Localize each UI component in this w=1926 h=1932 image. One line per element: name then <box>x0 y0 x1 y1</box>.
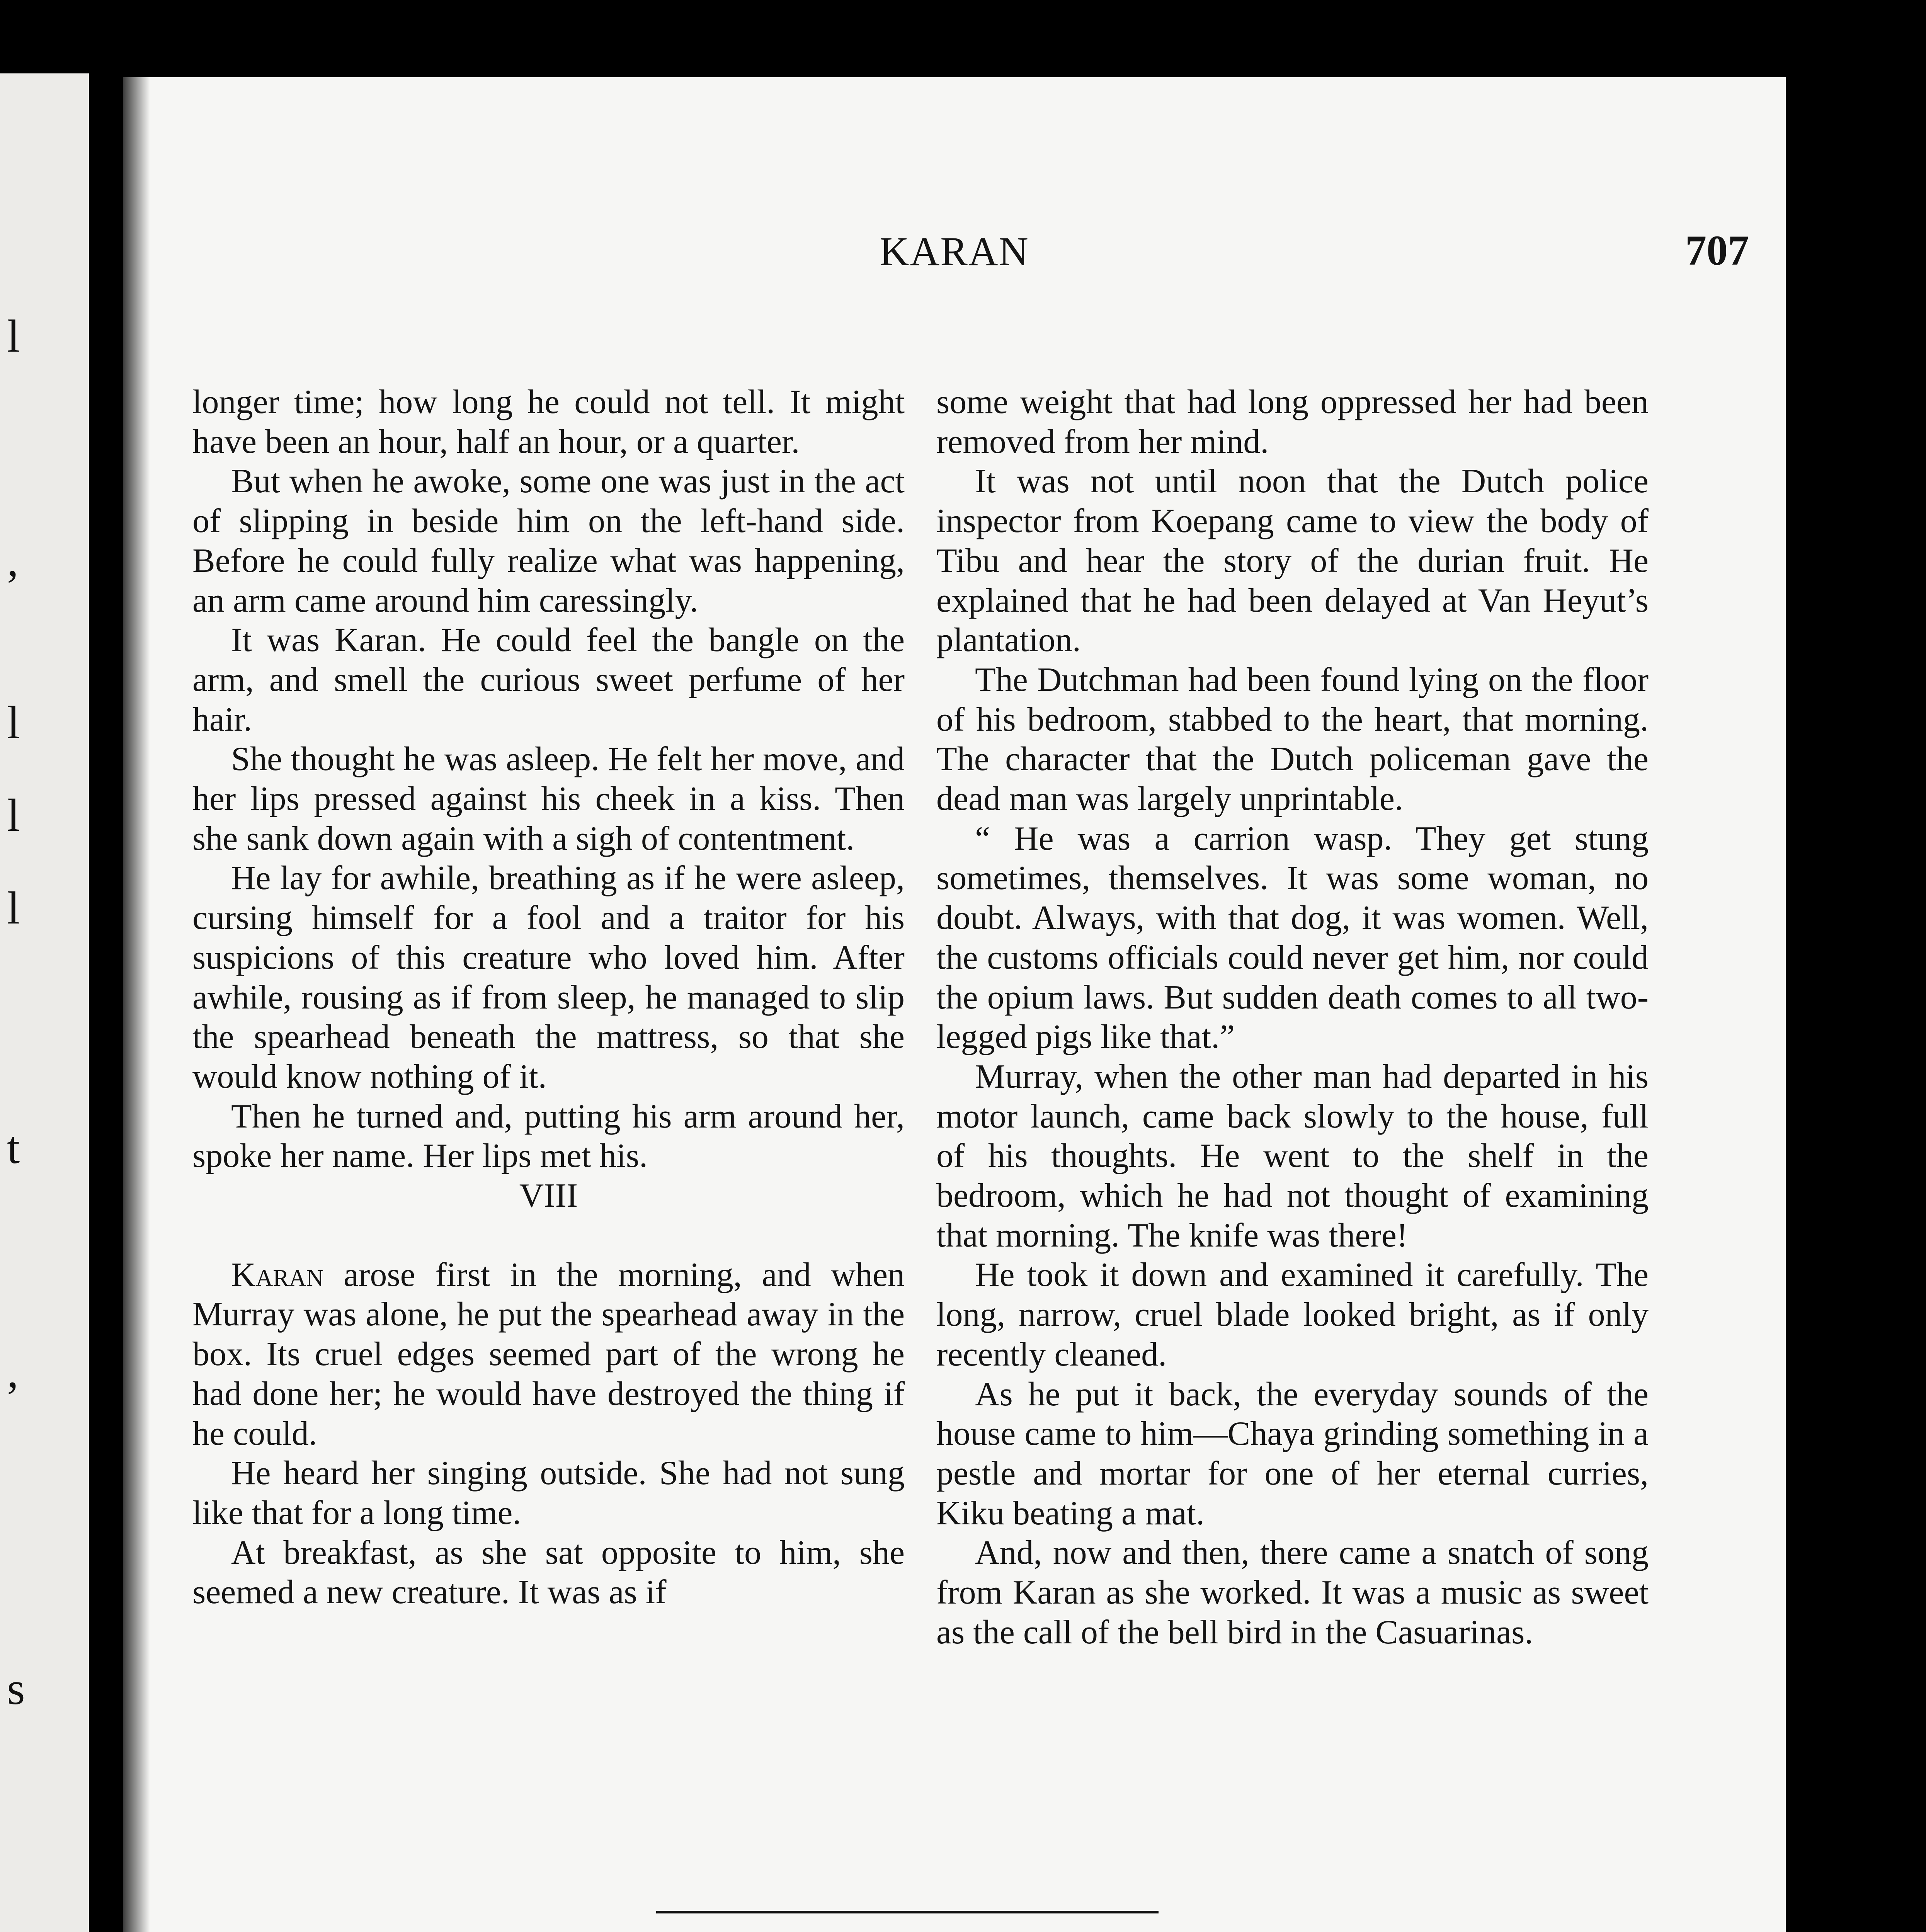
facing-page-fragment: l <box>7 789 20 841</box>
right-column <box>936 383 1649 1653</box>
facing-page-edge <box>0 73 89 1932</box>
page-gutter-shadow <box>123 77 150 1932</box>
facing-page-fragment: t <box>7 1122 20 1173</box>
paragraph: some weight that had long oppressed her had been removed from her mind. <box>936 383 1649 461</box>
paragraph: The Dutchman had been found lying on the floor of his bedroom, stabbed to the heart, that morning. The character that the Dutch policeman gave the dead man was largely unprintable. <box>936 661 1649 818</box>
section-opening-text: arose first in the morning, and when Murray was alone, he put the spearhead away in the box. Its cruel edges seemed part of the wrong he had done her; he would have destroyed the thing if he could. <box>192 1256 905 1452</box>
paragraph: It was not until noon that the Dutch police inspector from Koepang came to view the body of Tibu and hear the story of the durian fruit. He explained that he had been delayed at Van Heyut’s plantation. <box>936 463 1649 659</box>
paragraph: Murray, when the other man had departed in his motor launch, came back slowly to the house, full of his thoughts. He went to the shelf in the bedroom, which he had not thought of examining that morning. The knife was there! <box>936 1058 1649 1254</box>
paragraph: Then he turned and, putting his arm around her, spoke her name. Her lips met his. <box>192 1097 905 1175</box>
facing-page-fragment: , <box>7 534 19 586</box>
section-divider-rule <box>656 1911 1159 1913</box>
paragraph: She thought he was asleep. He felt her move, and her lips pressed against his cheek in a kiss. Then she sank down again with a sigh of contentment. <box>192 740 905 857</box>
facing-page-fragment: l <box>7 882 20 934</box>
paragraph: As he put it back, the everyday sounds of the house came to him—Chaya grinding something in a pestle and mortar for one of her eternal curries, Kiku beating a mat. <box>936 1375 1649 1532</box>
facing-page-fragment: s <box>7 1663 25 1714</box>
paragraph: “ He was a carrion wasp. They get stung sometimes, themselves. It was some woman, no doubt. Always, with that dog, it was women. Well, the customs officials could never get him, nor could the opium laws. But sudden death comes to all two-legged pigs like that.” <box>936 820 1649 1056</box>
paragraph: He lay for awhile, breathing as if he were asleep, cursing himself for a fool and a traitor for his suspicions of this creature who loved him. After awhile, rousing as if from sleep, he managed to slip the spearhead beneath the mattress, so that she would know nothing of it. <box>192 859 905 1095</box>
running-title: KARAN <box>880 229 1029 274</box>
paragraph: And, now and then, there came a snatch of song from Karan as she worked. It was a music as sweet as the call of the bell bird in the Casuarinas. <box>936 1534 1649 1651</box>
left-column <box>192 383 905 1612</box>
facing-page-fragment: , <box>7 1346 19 1397</box>
section-opening-word: Karan <box>231 1256 324 1294</box>
paragraph: longer time; how long he could not tell. It might have been an hour, half an hour, or a quarter. <box>192 383 905 461</box>
book-page <box>123 77 1786 1932</box>
paragraph: At breakfast, as she sat opposite to him, she seemed a new creature. It was as if <box>192 1534 905 1611</box>
facing-page-fragment: l <box>7 697 20 748</box>
facing-page-fragment: l <box>7 310 20 362</box>
paragraph: He heard her singing outside. She had not sung like that for a long time. <box>192 1454 905 1532</box>
paragraph: It was Karan. He could feel the bangle on the arm, and smell the curious sweet perfume of her hair. <box>192 621 905 738</box>
page-number: 707 <box>1685 227 1749 274</box>
section-opening-paragraph <box>192 1255 905 1454</box>
paragraph: He took it down and examined it carefully. The long, narrow, cruel blade looked bright, as if only recently cleaned. <box>936 1256 1649 1373</box>
paragraph: But when he awoke, some one was just in the act of slipping in beside him on the left-hand side. Before he could fully realize what was happening, an arm came around him caressingly. <box>192 463 905 619</box>
section-numeral: VIII <box>519 1177 578 1215</box>
